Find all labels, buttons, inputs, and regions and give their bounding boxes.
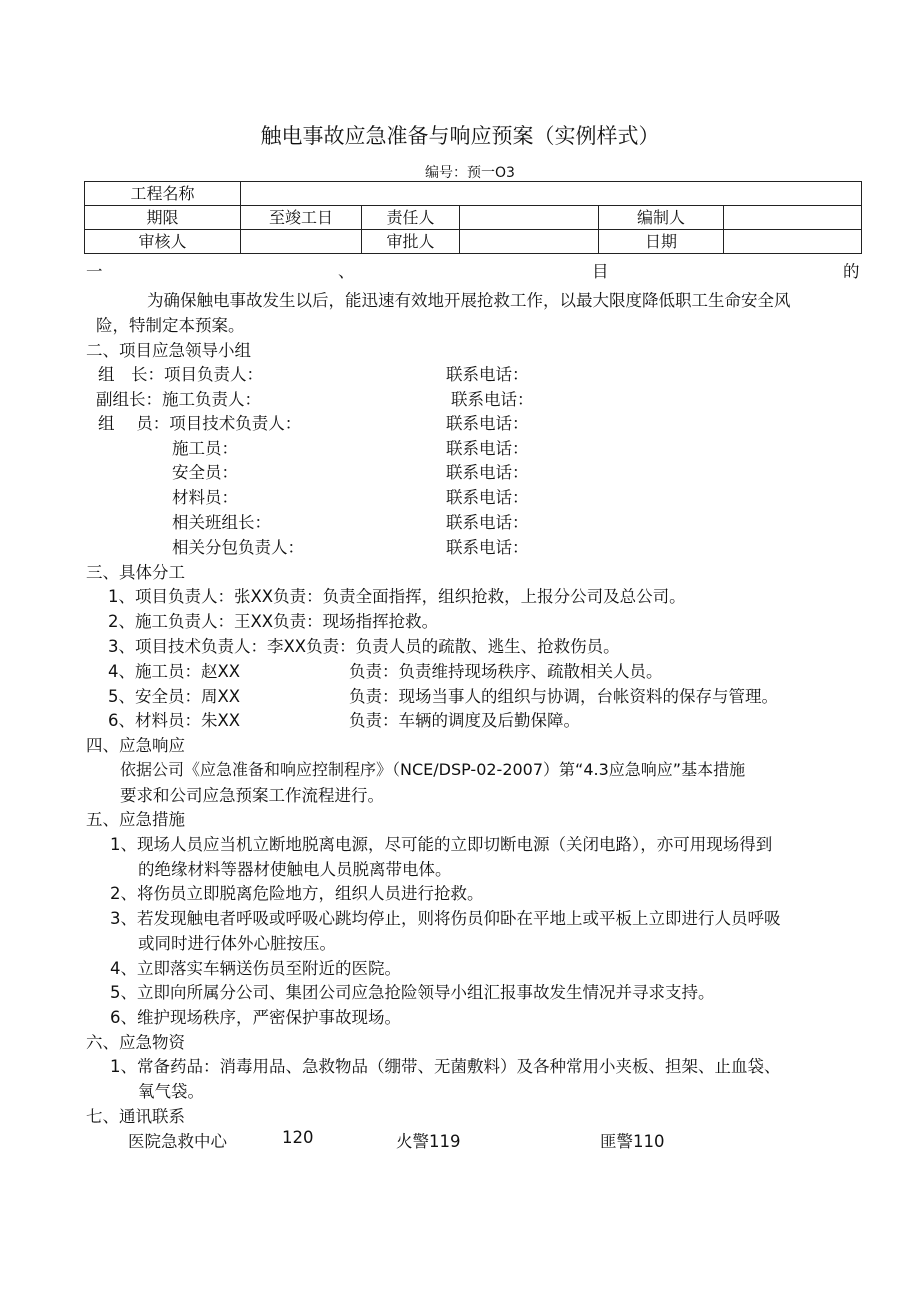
police-number: 匪警110 bbox=[600, 1132, 665, 1151]
hospital-number: 120 bbox=[282, 1128, 314, 1147]
sec1-line1: 为确保触电事故发生以后，能迅速有效地开展抢救工作，以最大限度降低职工生命安全风 bbox=[147, 291, 791, 310]
sec5-item2: 2、将伤员立即脱离危险地方，组织人员进行抢救。 bbox=[110, 884, 484, 903]
sec2-heading: 二、项目应急领导小组 bbox=[86, 341, 251, 360]
period-value: 至竣工日 bbox=[241, 206, 362, 230]
page-title: 触电事故应急准备与响应预案（实例样式） bbox=[260, 124, 660, 148]
date-label: 日期 bbox=[599, 230, 724, 254]
sec7-heading: 七、通讯联系 bbox=[86, 1107, 185, 1126]
subcontractor-label: 相关分包负责人： bbox=[172, 538, 304, 557]
sec3-item5-duty: 负责：现场当事人的组织与协调，台帐资料的保存与管理。 bbox=[349, 687, 778, 706]
deputy-leader-label: 副组长：施工负责人： bbox=[96, 390, 261, 409]
sec5-heading: 五、应急措施 bbox=[86, 810, 185, 829]
member-tech-label: 组 员：项目技术负责人： bbox=[98, 414, 302, 433]
constructor-phone-label: 联系电话： bbox=[446, 439, 529, 458]
project-name-value bbox=[241, 182, 862, 206]
deputy-phone-label: 联系电话： bbox=[451, 390, 534, 409]
header-table bbox=[84, 181, 862, 254]
sec3-heading: 三、具体分工 bbox=[86, 563, 185, 582]
leader-label: 组 长：项目负责人： bbox=[98, 365, 263, 384]
sec3-item2: 2、施工负责人：王XX负责：现场指挥抢救。 bbox=[108, 612, 439, 631]
sec3-item5-role: 5、安全员：周XX bbox=[108, 687, 241, 706]
material-officer-label: 材料员： bbox=[172, 488, 238, 507]
team-leader-label: 相关班组长： bbox=[172, 513, 271, 532]
approver-label: 审批人 bbox=[362, 230, 460, 254]
sec1-heading-char2: 、 bbox=[338, 262, 355, 281]
sec1-line2: 险，特制定本预案。 bbox=[96, 316, 245, 335]
prepared-by-value bbox=[724, 206, 862, 230]
sec1-heading-char3: 目 bbox=[592, 262, 609, 281]
responsible-label: 责任人 bbox=[362, 206, 460, 230]
sec5-item4: 4、立即落实车辆送伤员至附近的医院。 bbox=[110, 959, 401, 978]
sec6-item1-line1: 1、常备药品：消毒用品、急救物品（绷带、无菌敷料）及各种常用小夹板、担架、止血袋、 bbox=[110, 1057, 781, 1076]
project-name-label: 工程名称 bbox=[85, 182, 241, 206]
sec3-item6-duty: 负责：车辆的调度及后勤保障。 bbox=[349, 711, 580, 730]
reviewer-value bbox=[241, 230, 362, 254]
table-row bbox=[85, 206, 862, 230]
sec5-item1-line1: 1、现场人员应当机立断地脱离电源，尽可能的立即切断电源（关闭电路），亦可用现场得到 bbox=[110, 835, 773, 854]
member-tech-phone-label: 联系电话： bbox=[446, 414, 529, 433]
period-label: 期限 bbox=[85, 206, 241, 230]
form-number: 编号：预一O3 bbox=[425, 165, 515, 181]
sec5-item6: 6、维护现场秩序，严密保护事故现场。 bbox=[110, 1008, 401, 1027]
sec6-item1-line2: 氧气袋。 bbox=[138, 1082, 204, 1101]
fire-number: 火警119 bbox=[396, 1132, 461, 1151]
sec3-item1: 1、项目负责人：张XX负责：负责全面指挥，组织抢救，上报分公司及总公司。 bbox=[108, 587, 686, 606]
sec3-item6-role: 6、材料员：朱XX bbox=[108, 711, 241, 730]
safety-phone-label: 联系电话： bbox=[446, 463, 529, 482]
subcontractor-phone-label: 联系电话： bbox=[446, 538, 529, 557]
team-leader-phone-label: 联系电话： bbox=[446, 513, 529, 532]
sec5-item3-line1: 3、若发现触电者呼吸或呼吸心跳均停止，则将伤员仰卧在平地上或平板上立即进行人员呼吸 bbox=[110, 909, 781, 928]
approver-value bbox=[460, 230, 599, 254]
sec3-item4-role: 4、施工员：赵XX bbox=[108, 662, 241, 681]
table-row bbox=[85, 230, 862, 254]
responsible-value bbox=[460, 206, 599, 230]
table-row bbox=[85, 182, 862, 206]
sec4-line2: 要求和公司应急预案工作流程进行。 bbox=[120, 786, 384, 805]
constructor-label: 施工员： bbox=[172, 439, 238, 458]
hospital-label: 医院急救中心 bbox=[128, 1132, 227, 1151]
prepared-by-label: 编制人 bbox=[599, 206, 724, 230]
sec3-item3: 3、项目技术负责人：李XX负责：负责人员的疏散、逃生、抢救伤员。 bbox=[108, 637, 620, 656]
sec5-item5: 5、立即向所属分公司、集团公司应急抢险领导小组汇报事故发生情况并寻求支持。 bbox=[110, 983, 715, 1002]
safety-officer-label: 安全员： bbox=[172, 463, 238, 482]
sec4-heading: 四、应急响应 bbox=[86, 736, 185, 755]
sec3-item4-duty: 负责：负责维持现场秩序、疏散相关人员。 bbox=[349, 662, 663, 681]
reviewer-label: 审核人 bbox=[85, 230, 241, 254]
sec6-heading: 六、应急物资 bbox=[86, 1033, 185, 1052]
sec5-item3-line2: 或同时进行体外心脏按压。 bbox=[138, 934, 336, 953]
leader-phone-label: 联系电话： bbox=[446, 365, 529, 384]
sec5-item1-line2: 的绝缘材料等器材使触电人员脱离带电体。 bbox=[138, 860, 452, 879]
sec1-heading-char1: 一 bbox=[86, 262, 103, 281]
material-phone-label: 联系电话： bbox=[446, 488, 529, 507]
sec1-heading-char4: 的 bbox=[843, 262, 860, 281]
sec4-line1: 依据公司《应急准备和响应控制程序》（NCE/DSP-02-2007）第“4.3应急响应”基本措施 bbox=[120, 760, 746, 779]
date-value bbox=[724, 230, 862, 254]
